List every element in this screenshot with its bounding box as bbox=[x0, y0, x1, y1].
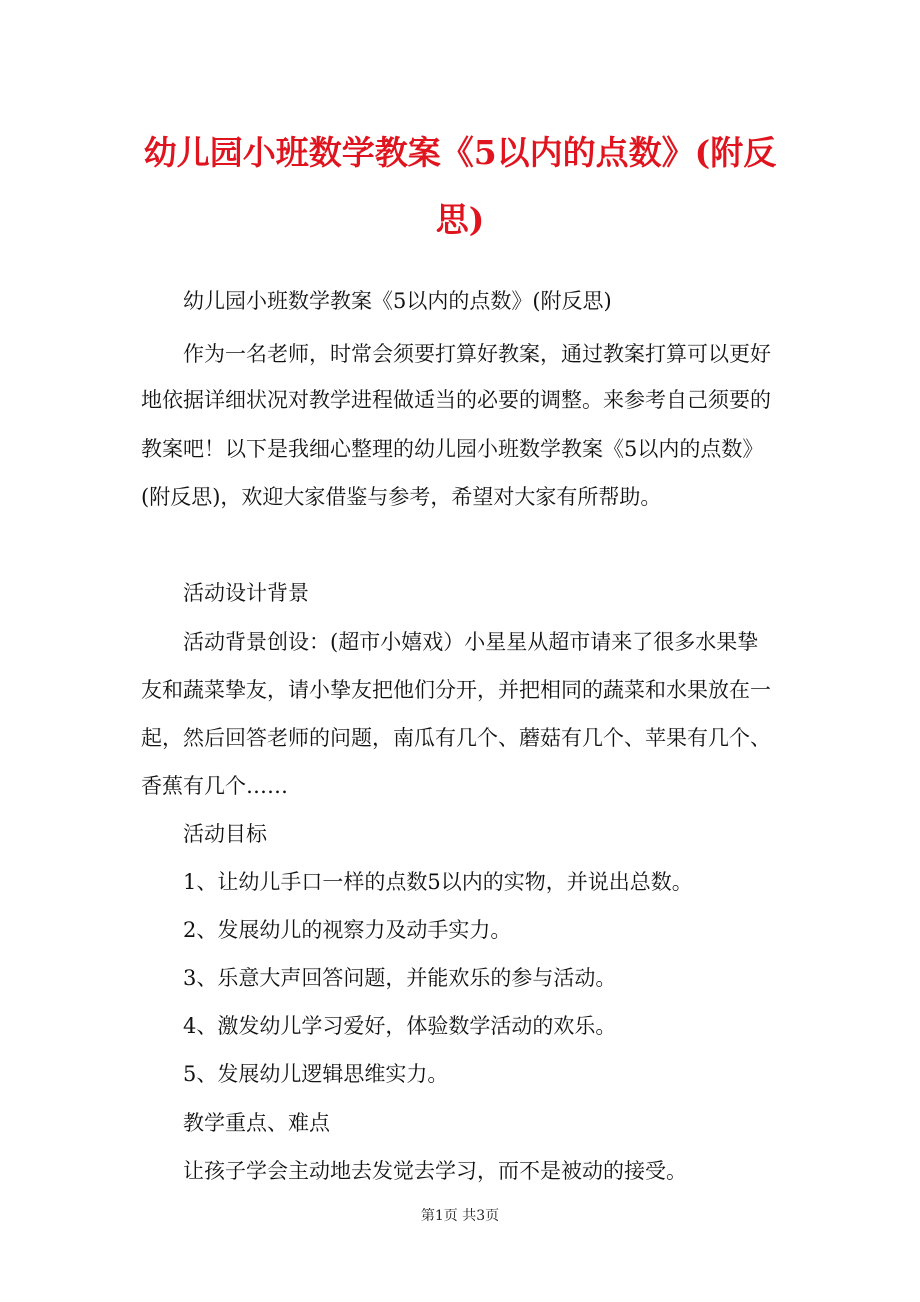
section-heading-goals: 活动目标 bbox=[183, 822, 267, 846]
intro-paragraph-line: 地依据详细状况对教学进程做适当的必要的调整。来参考自己须要的 bbox=[141, 388, 771, 412]
goal-item: 2、发展幼儿的视察力及动手实力。 bbox=[183, 918, 512, 942]
goal-item: 1、让幼儿手口一样的点数5以内的实物，并说出总数。 bbox=[183, 870, 693, 894]
background-paragraph-line: 起，然后回答老师的问题，南瓜有几个、蘑菇有几个、苹果有几个、 bbox=[141, 726, 771, 750]
section-heading-background: 活动设计背景 bbox=[183, 581, 309, 605]
page-footer: 第1页 共3页 bbox=[420, 1208, 500, 1224]
goal-item: 4、激发幼儿学习爱好，体验数学活动的欢乐。 bbox=[183, 1014, 617, 1038]
key-points-line: 让孩子学会主动地去发觉去学习，而不是被动的接受。 bbox=[183, 1159, 687, 1183]
subtitle-line: 幼儿园小班数学教案《5以内的点数》(附反思) bbox=[183, 289, 612, 313]
background-paragraph-line: 活动背景创设：(超市小嬉戏）小星星从超市请来了很多水果挚 bbox=[183, 630, 759, 654]
intro-paragraph-line: 教案吧！以下是我细心整理的幼儿园小班数学教案《5以内的点数》 bbox=[141, 437, 764, 461]
intro-paragraph-line: 作为一名老师，时常会须要打算好教案，通过教案打算可以更好 bbox=[183, 342, 771, 366]
goal-item: 5、发展幼儿逻辑思维实力。 bbox=[183, 1062, 449, 1086]
background-paragraph-line: 友和蔬菜挚友，请小挚友把他们分开，并把相同的蔬菜和水果放在一 bbox=[141, 678, 771, 702]
background-paragraph-line: 香蕉有几个…… bbox=[141, 774, 288, 798]
goal-item: 3、乐意大声回答问题，并能欢乐的参与活动。 bbox=[183, 966, 617, 990]
intro-paragraph-line: (附反思)，欢迎大家借鉴与参考，希望对大家有所帮助。 bbox=[141, 485, 662, 509]
document-title-line-2: 思) bbox=[435, 200, 485, 239]
document-title-line-1: 幼儿园小班数学教案《5以内的点数》(附反 bbox=[143, 133, 777, 172]
section-heading-key-points: 教学重点、难点 bbox=[183, 1111, 330, 1135]
